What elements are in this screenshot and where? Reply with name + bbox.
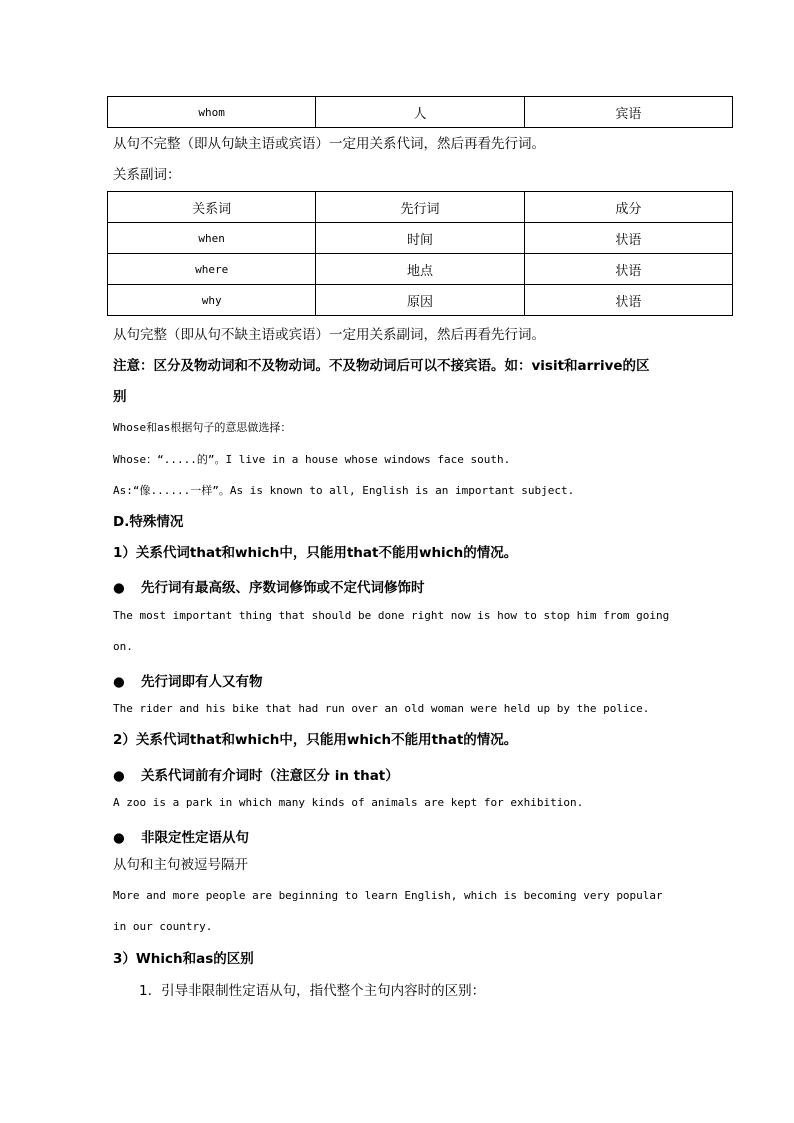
table-row bbox=[108, 285, 733, 316]
as-example: As:“像......一样”。As is known to all, English is an important subject. bbox=[113, 484, 575, 497]
note-incomplete-clause: 从句不完整（即从句缺主语或宾语）一定用关系代词，然后再看先行词。 bbox=[113, 136, 545, 152]
header-cell: 关系词 bbox=[108, 192, 316, 223]
rule-1: 1）关系代词that和which中，只能用that不能用which的情况。 bbox=[113, 545, 518, 561]
table-header-row bbox=[108, 192, 733, 223]
table-cell: 状语 bbox=[524, 285, 732, 316]
rule-2: 2）关系代词that和which中，只能用which不能用that的情况。 bbox=[113, 732, 518, 748]
example-4-line-1: More and more people are beginning to learn English, which is becoming very popular bbox=[113, 889, 663, 902]
table-cell: 宾语 bbox=[524, 97, 732, 128]
example-1-line-2: on. bbox=[113, 640, 133, 653]
note-complete-clause: 从句完整（即从句不缺主语或宾语）一定用关系副词，然后再看先行词。 bbox=[113, 327, 545, 343]
relative-adverb-table bbox=[107, 191, 733, 316]
table-cell: 状语 bbox=[524, 223, 732, 254]
header-cell: 成分 bbox=[524, 192, 732, 223]
example-4-line-2: in our country. bbox=[113, 920, 213, 933]
whose-example: Whose：“.....的”。I live in a house whose windows face south. bbox=[113, 453, 511, 466]
attention-line-1: 注意：区分及物动词和不及物动词。不及物动词后可以不接宾语。如：visit和arrive的区 bbox=[113, 358, 650, 374]
example-1-line-1: The most important thing that should be done right now is how to stop him from going bbox=[113, 609, 670, 622]
table-cell: 地点 bbox=[316, 254, 524, 285]
comma-note: 从句和主句被逗号隔开 bbox=[113, 857, 248, 873]
bullet-icon: ● bbox=[113, 830, 125, 846]
adverb-heading: 关系副词： bbox=[113, 167, 181, 183]
table-cell: when bbox=[108, 223, 316, 254]
table-row bbox=[108, 97, 733, 128]
table-row bbox=[108, 254, 733, 285]
section-d-heading: D.特殊情况 bbox=[113, 514, 184, 530]
bullet-icon: ● bbox=[113, 674, 125, 690]
table-row bbox=[108, 223, 733, 254]
table-cell: 人 bbox=[316, 97, 524, 128]
rule-3: 3）Which和as的区别 bbox=[113, 951, 254, 967]
header-cell: 先行词 bbox=[316, 192, 524, 223]
sub-item-1: 1．引导非限制性定语从句，指代整个主句内容时的区别： bbox=[139, 983, 486, 999]
bullet-item bbox=[113, 670, 263, 690]
bullet-item bbox=[113, 826, 249, 846]
bullet-item bbox=[113, 764, 399, 784]
example-2: The rider and his bike that had run over an old woman were held up by the police. bbox=[113, 702, 650, 715]
table-cell: 时间 bbox=[316, 223, 524, 254]
bullet-icon: ● bbox=[113, 768, 125, 784]
bullet-text: 先行词有最高级、序数词修饰或不定代词修饰时 bbox=[141, 580, 425, 596]
bullet-text: 先行词即有人又有物 bbox=[141, 674, 263, 690]
example-3: A zoo is a park in which many kinds of animals are kept for exhibition. bbox=[113, 796, 584, 809]
table-cell: whom bbox=[108, 97, 316, 128]
relative-pronoun-table-tail bbox=[107, 96, 733, 128]
whose-as-intro: Whose和as根据句子的意思做选择： bbox=[113, 421, 292, 434]
table-cell: 原因 bbox=[316, 285, 524, 316]
bullet-text: 非限定性定语从句 bbox=[141, 830, 249, 846]
table-cell: where bbox=[108, 254, 316, 285]
table-cell: why bbox=[108, 285, 316, 316]
bullet-text: 关系代词前有介词时（注意区分 in that） bbox=[141, 768, 399, 784]
attention-line-2: 别 bbox=[113, 389, 127, 405]
bullet-item bbox=[113, 576, 425, 596]
bullet-icon: ● bbox=[113, 580, 125, 596]
table-cell: 状语 bbox=[524, 254, 732, 285]
